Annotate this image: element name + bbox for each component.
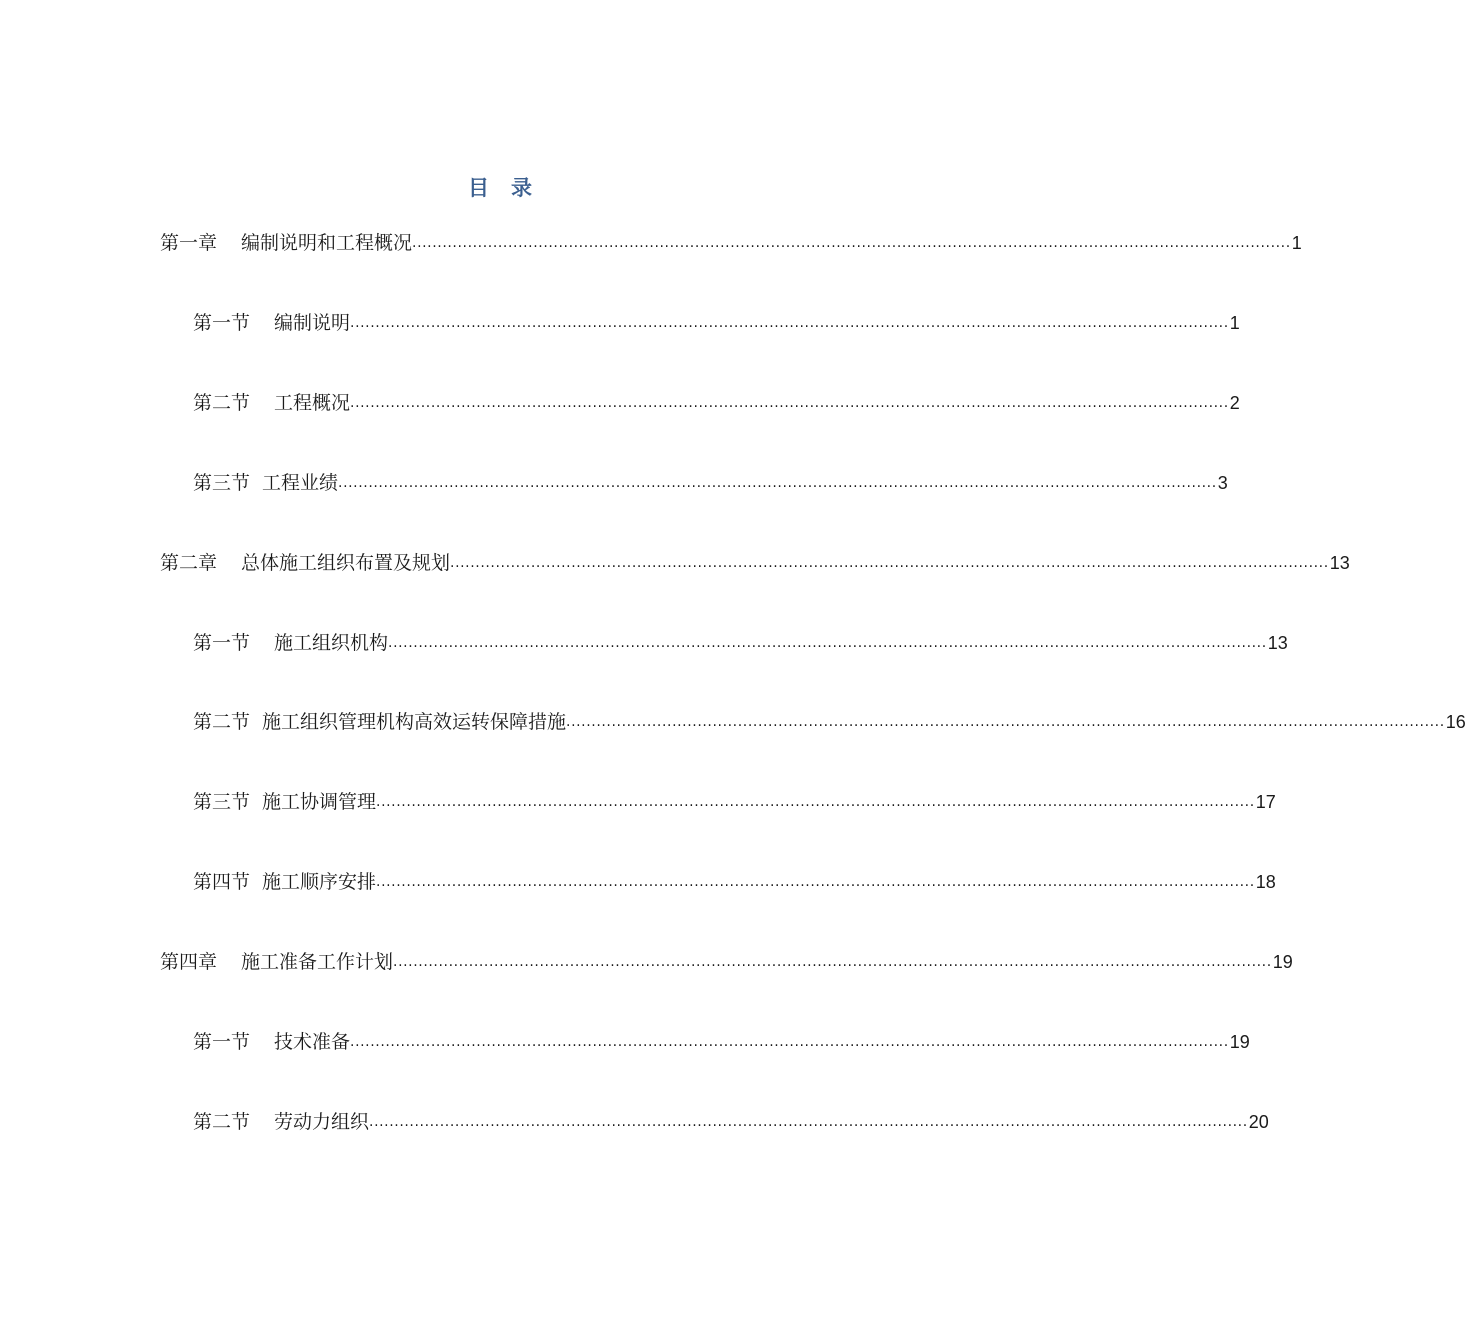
toc-page-number: 16 — [1445, 712, 1466, 732]
toc-entry-label — [193, 789, 376, 815]
toc-entry-title: 技术准备 — [274, 1031, 351, 1053]
toc-entry-number: 第二章 — [160, 552, 218, 574]
toc-title-right: 录 — [511, 176, 532, 200]
toc-dot-leader: .............................................................................................................................................................................. — [369, 1114, 1248, 1130]
toc-entry-number: 第一章 — [160, 232, 218, 254]
toc-entry-number: 第二节 — [193, 392, 251, 414]
toc-entry-title: 施工组织机构 — [274, 632, 389, 654]
toc-entry-label — [193, 1109, 369, 1135]
toc-page-number: 2 — [1229, 393, 1240, 413]
toc-dot-leader: .............................................................................................................................................................................. — [388, 635, 1267, 651]
toc-entry-section[interactable] — [193, 626, 1288, 656]
toc-entry-label — [160, 230, 412, 256]
toc-title-left: 目 — [468, 176, 489, 200]
toc-page-number: 1 — [1229, 313, 1240, 333]
toc-page-number: 19 — [1229, 1032, 1250, 1052]
toc-entry-section[interactable] — [193, 865, 1276, 895]
toc-entry-title: 施工协调管理 — [262, 791, 377, 813]
toc-page-number: 20 — [1248, 1112, 1269, 1132]
toc-entry-section[interactable] — [193, 705, 1466, 735]
toc-entry-label — [160, 949, 393, 975]
toc-dot-leader: .............................................................................................................................................................................. — [566, 714, 1445, 730]
toc-entry-title: 编制说明和工程概况 — [241, 232, 413, 254]
toc-entry-label — [160, 550, 450, 576]
toc-title — [0, 172, 1000, 202]
toc-entry-label — [193, 709, 566, 735]
toc-entry-chapter[interactable] — [160, 546, 1350, 576]
toc-dot-leader: .............................................................................................................................................................................. — [376, 874, 1255, 890]
toc-dot-leader: .............................................................................................................................................................................. — [393, 954, 1272, 970]
toc-entry-label — [193, 390, 350, 416]
toc-entry-number: 第一节 — [193, 1031, 251, 1053]
toc-entry-number: 第二节 — [193, 1111, 251, 1133]
toc-entry-chapter[interactable] — [160, 945, 1293, 975]
toc-entry-title: 工程业绩 — [262, 472, 339, 494]
toc-page-number: 1 — [1291, 233, 1302, 253]
toc-entry-title: 编制说明 — [274, 312, 351, 334]
toc-entry-number: 第四章 — [160, 951, 218, 973]
toc-entry-number: 第二节 — [193, 711, 251, 733]
toc-entry-number: 第一节 — [193, 312, 251, 334]
toc-page-number: 13 — [1329, 553, 1350, 573]
toc-entry-title: 工程概况 — [274, 392, 351, 414]
toc-entry-section[interactable] — [193, 1105, 1269, 1135]
toc-dot-leader: .............................................................................................................................................................................. — [376, 794, 1255, 810]
toc-page-number: 18 — [1255, 872, 1276, 892]
toc-entry-title: 施工准备工作计划 — [241, 951, 394, 973]
toc-entry-number: 第三节 — [193, 791, 251, 813]
toc-page-number: 19 — [1272, 952, 1293, 972]
toc-entry-label — [193, 310, 350, 336]
toc-entry-chapter[interactable] — [160, 226, 1302, 256]
toc-page-number: 17 — [1255, 792, 1276, 812]
toc-dot-leader: .............................................................................................................................................................................. — [350, 315, 1229, 331]
toc-entry-title: 施工顺序安排 — [262, 871, 377, 893]
toc-entry-label — [193, 630, 388, 656]
toc-entry-title: 劳动力组织 — [274, 1111, 370, 1133]
toc-entry-label — [193, 470, 338, 496]
toc-entry-title: 总体施工组织布置及规划 — [241, 552, 451, 574]
toc-entry-number: 第三节 — [193, 472, 251, 494]
toc-entry-title: 施工组织管理机构高效运转保障措施 — [262, 711, 567, 733]
toc-page-number: 3 — [1217, 473, 1228, 493]
toc-page-number: 13 — [1267, 633, 1288, 653]
toc-dot-leader: .............................................................................................................................................................................. — [412, 235, 1291, 251]
toc-dot-leader: .............................................................................................................................................................................. — [450, 555, 1329, 571]
toc-entry-section[interactable] — [193, 466, 1228, 496]
toc-entry-number: 第一节 — [193, 632, 251, 654]
toc-entry-number: 第四节 — [193, 871, 251, 893]
toc-entry-section[interactable] — [193, 785, 1276, 815]
toc-entry-section[interactable] — [193, 306, 1240, 336]
toc-entry-section[interactable] — [193, 386, 1240, 416]
toc-entry-section[interactable] — [193, 1025, 1250, 1055]
toc-entry-label — [193, 869, 376, 895]
toc-dot-leader: .............................................................................................................................................................................. — [350, 1034, 1229, 1050]
toc-entry-label — [193, 1029, 350, 1055]
toc-dot-leader: .............................................................................................................................................................................. — [350, 395, 1229, 411]
toc-dot-leader: .............................................................................................................................................................................. — [338, 475, 1217, 491]
